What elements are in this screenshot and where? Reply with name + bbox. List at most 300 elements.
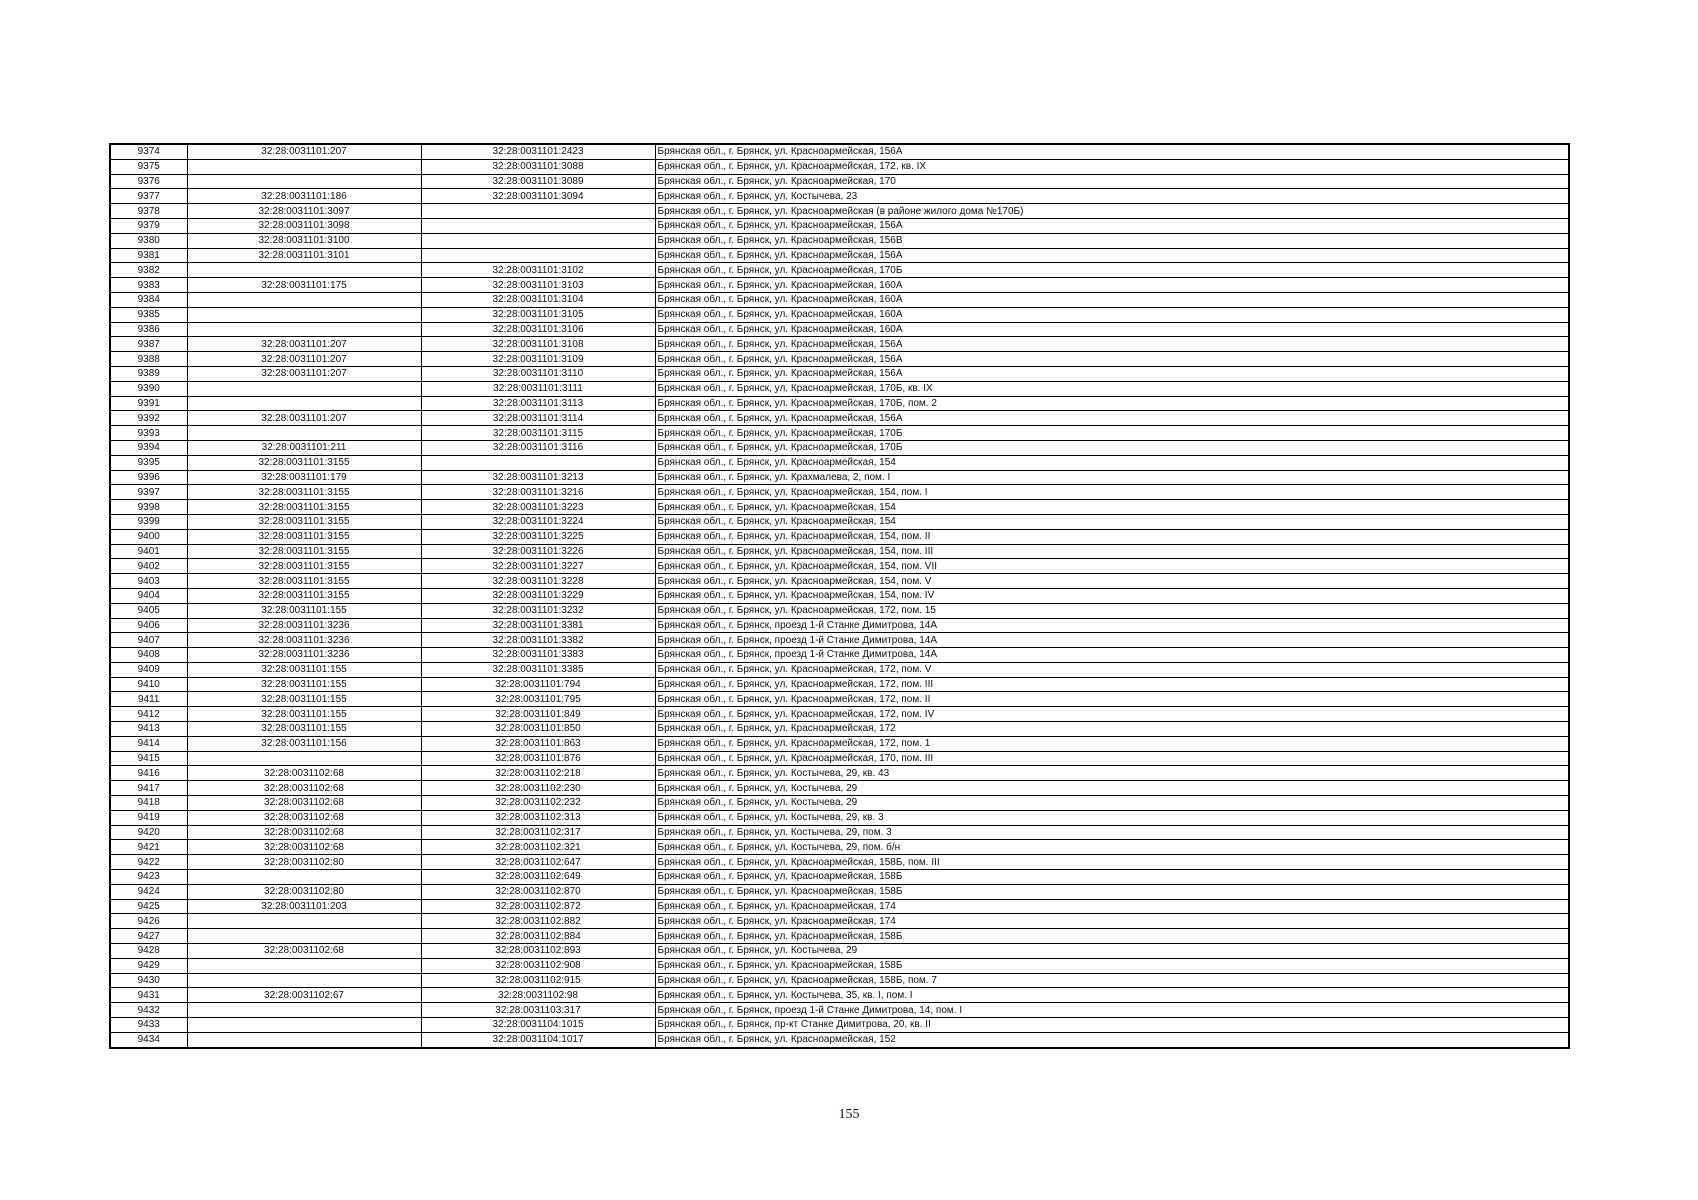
- row-number-cell: 9414: [110, 736, 187, 751]
- row-number-cell: 9431: [110, 988, 187, 1003]
- row-number-cell: 9388: [110, 352, 187, 367]
- address-cell: Брянская обл., г. Брянск, ул. Красноармейская, 170Б: [655, 263, 1569, 278]
- address-cell: Брянская обл., г. Брянск, ул. Красноармейская, 172, пом. II: [655, 692, 1569, 707]
- address-cell: Брянская обл., г. Брянск, ул. Красноармейская, 154, пом. IV: [655, 588, 1569, 603]
- row-number-cell: 9383: [110, 278, 187, 293]
- cadastral-number-cell: 32:28:0031102:313: [421, 810, 655, 825]
- cadastral-number-cell: 32:28:0031103:317: [421, 1003, 655, 1018]
- address-cell: Брянская обл., г. Брянск, ул. Красноармейская, 172, пом. 1: [655, 736, 1569, 751]
- table-row: [110, 292, 1569, 307]
- parent-cadastral-cell: 32:28:0031101:155: [187, 707, 421, 722]
- address-cell: Брянская обл., г. Брянск, ул. Костычева, 23: [655, 189, 1569, 204]
- parent-cadastral-cell: [187, 914, 421, 929]
- table-row: [110, 944, 1569, 959]
- cadastral-number-cell: 32:28:0031101:3106: [421, 322, 655, 337]
- parent-cadastral-cell: 32:28:0031101:186: [187, 189, 421, 204]
- parent-cadastral-cell: 32:28:0031102:68: [187, 944, 421, 959]
- parent-cadastral-cell: 32:28:0031101:3155: [187, 588, 421, 603]
- row-number-cell: 9402: [110, 559, 187, 574]
- table-row: [110, 322, 1569, 337]
- parent-cadastral-cell: [187, 159, 421, 174]
- table-row: [110, 233, 1569, 248]
- row-number-cell: 9426: [110, 914, 187, 929]
- table-row: [110, 751, 1569, 766]
- table-row: [110, 307, 1569, 322]
- address-cell: Брянская обл., г. Брянск, ул. Красноармейская, 170Б: [655, 426, 1569, 441]
- cadastral-number-cell: 32:28:0031101:3232: [421, 603, 655, 618]
- row-number-cell: 9384: [110, 292, 187, 307]
- address-cell: Брянская обл., г. Брянск, ул. Костычева, 29, пом. б/н: [655, 840, 1569, 855]
- address-cell: Брянская обл., г. Брянск, проезд 1-й Станке Димитрова, 14А: [655, 633, 1569, 648]
- address-cell: Брянская обл., г. Брянск, ул. Красноармейская, 158Б: [655, 870, 1569, 885]
- row-number-cell: 9424: [110, 884, 187, 899]
- parent-cadastral-cell: [187, 1003, 421, 1018]
- cadastral-number-cell: 32:28:0031102:893: [421, 944, 655, 959]
- parent-cadastral-cell: 32:28:0031101:203: [187, 899, 421, 914]
- table-row: [110, 396, 1569, 411]
- address-cell: Брянская обл., г. Брянск, ул. Красноармейская, 154, пом. II: [655, 529, 1569, 544]
- parent-cadastral-cell: 32:28:0031101:3101: [187, 248, 421, 263]
- cadastral-number-cell: 32:28:0031101:3104: [421, 292, 655, 307]
- parent-cadastral-cell: 32:28:0031101:175: [187, 278, 421, 293]
- address-cell: Брянская обл., г. Брянск, ул. Костычева, 29: [655, 781, 1569, 796]
- address-cell: Брянская обл., г. Брянск, пр-кт Станке Димитрова, 20, кв. II: [655, 1018, 1569, 1033]
- table-row: [110, 366, 1569, 381]
- address-cell: Брянская обл., г. Брянск, ул. Красноармейская, 156А: [655, 411, 1569, 426]
- address-cell: Брянская обл., г. Брянск, ул. Красноармейская, 170Б, пом. 2: [655, 396, 1569, 411]
- address-cell: Брянская обл., г. Брянск, ул. Красноармейская, 170: [655, 174, 1569, 189]
- cadastral-number-cell: [421, 218, 655, 233]
- table-row: [110, 810, 1569, 825]
- row-number-cell: 9411: [110, 692, 187, 707]
- row-number-cell: 9385: [110, 307, 187, 322]
- table-row: [110, 159, 1569, 174]
- address-cell: Брянская обл., г. Брянск, ул. Красноармейская, 156А: [655, 352, 1569, 367]
- cadastral-number-cell: [421, 248, 655, 263]
- row-number-cell: 9418: [110, 796, 187, 811]
- parent-cadastral-cell: 32:28:0031101:155: [187, 662, 421, 677]
- cadastral-number-cell: 32:28:0031101:3111: [421, 381, 655, 396]
- row-number-cell: 9412: [110, 707, 187, 722]
- row-number-cell: 9410: [110, 677, 187, 692]
- table-row: [110, 973, 1569, 988]
- address-cell: Брянская обл., г. Брянск, ул. Красноармейская, 160А: [655, 307, 1569, 322]
- parent-cadastral-cell: [187, 929, 421, 944]
- address-cell: Брянская обл., г. Брянск, ул. Красноармейская, 156А: [655, 248, 1569, 263]
- address-cell: Брянская обл., г. Брянск, ул. Красноармейская, 172, пом. V: [655, 662, 1569, 677]
- table-row: [110, 574, 1569, 589]
- parent-cadastral-cell: 32:28:0031101:211: [187, 440, 421, 455]
- parent-cadastral-cell: 32:28:0031101:155: [187, 722, 421, 737]
- cadastral-number-cell: 32:28:0031102:882: [421, 914, 655, 929]
- table-row: [110, 174, 1569, 189]
- cadastral-number-cell: 32:28:0031104:1017: [421, 1032, 655, 1047]
- table-row: [110, 840, 1569, 855]
- row-number-cell: 9422: [110, 855, 187, 870]
- row-number-cell: 9376: [110, 174, 187, 189]
- table-row: [110, 736, 1569, 751]
- parent-cadastral-cell: 32:28:0031101:3155: [187, 485, 421, 500]
- table-row: [110, 870, 1569, 885]
- address-cell: Брянская обл., г. Брянск, ул. Красноармейская, 156А: [655, 218, 1569, 233]
- parent-cadastral-cell: 32:28:0031102:67: [187, 988, 421, 1003]
- row-number-cell: 9415: [110, 751, 187, 766]
- cadastral-number-cell: [421, 204, 655, 219]
- row-number-cell: 9432: [110, 1003, 187, 1018]
- row-number-cell: 9413: [110, 722, 187, 737]
- cadastral-number-cell: 32:28:0031102:872: [421, 899, 655, 914]
- parent-cadastral-cell: [187, 426, 421, 441]
- register-table: [109, 143, 1570, 1049]
- cadastral-number-cell: 32:28:0031101:3114: [421, 411, 655, 426]
- row-number-cell: 9387: [110, 337, 187, 352]
- table-row: [110, 1018, 1569, 1033]
- row-number-cell: 9390: [110, 381, 187, 396]
- cadastral-number-cell: [421, 455, 655, 470]
- parent-cadastral-cell: [187, 263, 421, 278]
- table-row: [110, 144, 1569, 159]
- address-cell: Брянская обл., г. Брянск, ул. Красноармейская, 158Б: [655, 958, 1569, 973]
- address-cell: Брянская обл., г. Брянск, ул. Красноармейская, 172, пом. III: [655, 677, 1569, 692]
- cadastral-number-cell: 32:28:0031101:3223: [421, 500, 655, 515]
- table-row: [110, 633, 1569, 648]
- cadastral-number-cell: 32:28:0031102:98: [421, 988, 655, 1003]
- address-cell: Брянская обл., г. Брянск, ул. Красноармейская, 154: [655, 455, 1569, 470]
- parent-cadastral-cell: 32:28:0031101:155: [187, 603, 421, 618]
- row-number-cell: 9419: [110, 810, 187, 825]
- address-cell: Брянская обл., г. Брянск, ул. Красноармейская, 154, пом. V: [655, 574, 1569, 589]
- parent-cadastral-cell: 32:28:0031101:3155: [187, 455, 421, 470]
- cadastral-number-cell: 32:28:0031102:870: [421, 884, 655, 899]
- parent-cadastral-cell: 32:28:0031101:207: [187, 337, 421, 352]
- parent-cadastral-cell: [187, 870, 421, 885]
- table-row: [110, 707, 1569, 722]
- cadastral-number-cell: 32:28:0031101:3109: [421, 352, 655, 367]
- address-cell: Брянская обл., г. Брянск, проезд 1-й Станке Димитрова, 14, пом. I: [655, 1003, 1569, 1018]
- table-row: [110, 781, 1569, 796]
- row-number-cell: 9380: [110, 233, 187, 248]
- row-number-cell: 9401: [110, 544, 187, 559]
- table-row: [110, 514, 1569, 529]
- row-number-cell: 9391: [110, 396, 187, 411]
- address-cell: Брянская обл., г. Брянск, ул. Красноармейская, 154, пом. I: [655, 485, 1569, 500]
- table-row: [110, 352, 1569, 367]
- parent-cadastral-cell: 32:28:0031101:3236: [187, 633, 421, 648]
- row-number-cell: 9408: [110, 648, 187, 663]
- cadastral-number-cell: 32:28:0031101:3094: [421, 189, 655, 204]
- address-cell: Брянская обл., г. Брянск, ул. Красноармейская, 158Б, пом. 7: [655, 973, 1569, 988]
- parent-cadastral-cell: 32:28:0031101:155: [187, 677, 421, 692]
- parent-cadastral-cell: 32:28:0031101:179: [187, 470, 421, 485]
- parent-cadastral-cell: 32:28:0031102:68: [187, 825, 421, 840]
- address-cell: Брянская обл., г. Брянск, ул. Красноармейская, 170Б, кв. IX: [655, 381, 1569, 396]
- page-number: 155: [838, 1107, 860, 1122]
- table-row: [110, 485, 1569, 500]
- cadastral-number-cell: 32:28:0031102:647: [421, 855, 655, 870]
- address-cell: Брянская обл., г. Брянск, ул. Красноармейская, 170, пом. III: [655, 751, 1569, 766]
- row-number-cell: 9399: [110, 514, 187, 529]
- row-number-cell: 9386: [110, 322, 187, 337]
- table-row: [110, 722, 1569, 737]
- address-cell: Брянская обл., г. Брянск, ул. Красноармейская, 174: [655, 914, 1569, 929]
- row-number-cell: 9430: [110, 973, 187, 988]
- table-row: [110, 544, 1569, 559]
- parent-cadastral-cell: 32:28:0031101:3098: [187, 218, 421, 233]
- table-row: [110, 455, 1569, 470]
- row-number-cell: 9404: [110, 588, 187, 603]
- address-cell: Брянская обл., г. Брянск, ул. Красноармейская, 156А: [655, 337, 1569, 352]
- cadastral-number-cell: 32:28:0031101:3115: [421, 426, 655, 441]
- cadastral-number-cell: 32:28:0031101:3088: [421, 159, 655, 174]
- parent-cadastral-cell: [187, 751, 421, 766]
- cadastral-number-cell: 32:28:0031101:3382: [421, 633, 655, 648]
- cadastral-number-cell: 32:28:0031101:3385: [421, 662, 655, 677]
- parent-cadastral-cell: 32:28:0031102:68: [187, 810, 421, 825]
- row-number-cell: 9394: [110, 440, 187, 455]
- table-row: [110, 189, 1569, 204]
- address-cell: Брянская обл., г. Брянск, ул. Красноармейская, 172, кв. IX: [655, 159, 1569, 174]
- cadastral-number-cell: 32:28:0031101:3116: [421, 440, 655, 455]
- address-cell: Брянская обл., г. Брянск, ул. Костычева, 29, кв. 3: [655, 810, 1569, 825]
- table-row: [110, 1032, 1569, 1047]
- row-number-cell: 9409: [110, 662, 187, 677]
- cadastral-number-cell: [421, 233, 655, 248]
- cadastral-number-cell: 32:28:0031101:3228: [421, 574, 655, 589]
- parent-cadastral-cell: [187, 1032, 421, 1047]
- row-number-cell: 9433: [110, 1018, 187, 1033]
- table-row: [110, 218, 1569, 233]
- cadastral-number-cell: 32:28:0031102:317: [421, 825, 655, 840]
- row-number-cell: 9397: [110, 485, 187, 500]
- row-number-cell: 9417: [110, 781, 187, 796]
- address-cell: Брянская обл., г. Брянск, ул. Красноармейская, 172, пом. IV: [655, 707, 1569, 722]
- row-number-cell: 9429: [110, 958, 187, 973]
- row-number-cell: 9375: [110, 159, 187, 174]
- row-number-cell: 9420: [110, 825, 187, 840]
- table-row: [110, 440, 1569, 455]
- table-row: [110, 899, 1569, 914]
- cadastral-number-cell: 32:28:0031101:3226: [421, 544, 655, 559]
- row-number-cell: 9427: [110, 929, 187, 944]
- parent-cadastral-cell: 32:28:0031101:3155: [187, 559, 421, 574]
- row-number-cell: 9425: [110, 899, 187, 914]
- row-number-cell: 9421: [110, 840, 187, 855]
- row-number-cell: 9428: [110, 944, 187, 959]
- table-row: [110, 470, 1569, 485]
- parent-cadastral-cell: 32:28:0031101:3100: [187, 233, 421, 248]
- cadastral-number-cell: 32:28:0031101:863: [421, 736, 655, 751]
- address-cell: Брянская обл., г. Брянск, ул. Красноармейская, 156В: [655, 233, 1569, 248]
- row-number-cell: 9393: [110, 426, 187, 441]
- cadastral-number-cell: 32:28:0031101:3224: [421, 514, 655, 529]
- cadastral-number-cell: 32:28:0031101:3383: [421, 648, 655, 663]
- table-row: [110, 337, 1569, 352]
- row-number-cell: 9423: [110, 870, 187, 885]
- cadastral-number-cell: 32:28:0031102:232: [421, 796, 655, 811]
- parent-cadastral-cell: 32:28:0031102:80: [187, 855, 421, 870]
- address-cell: Брянская обл., г. Брянск, проезд 1-й Станке Димитрова, 14А: [655, 618, 1569, 633]
- parent-cadastral-cell: 32:28:0031101:3155: [187, 514, 421, 529]
- address-cell: Брянская обл., г. Брянск, ул. Красноармейская, 152: [655, 1032, 1569, 1047]
- table-row: [110, 529, 1569, 544]
- row-number-cell: 9396: [110, 470, 187, 485]
- cadastral-number-cell: 32:28:0031101:3110: [421, 366, 655, 381]
- address-cell: Брянская обл., г. Брянск, ул. Красноармейская, 158Б, пом. III: [655, 855, 1569, 870]
- cadastral-number-cell: 32:28:0031102:321: [421, 840, 655, 855]
- address-cell: Брянская обл., г. Брянск, ул. Красноармейская, 156А: [655, 366, 1569, 381]
- parent-cadastral-cell: [187, 958, 421, 973]
- table-row: [110, 204, 1569, 219]
- table-row: [110, 588, 1569, 603]
- address-cell: Брянская обл., г. Брянск, ул. Красноармейская, 160А: [655, 322, 1569, 337]
- cadastral-number-cell: 32:28:0031102:218: [421, 766, 655, 781]
- row-number-cell: 9381: [110, 248, 187, 263]
- row-number-cell: 9403: [110, 574, 187, 589]
- cadastral-number-cell: 32:28:0031102:884: [421, 929, 655, 944]
- address-cell: Брянская обл., г. Брянск, ул. Красноармейская, 154: [655, 514, 1569, 529]
- address-cell: Брянская обл., г. Брянск, ул. Крахмалева, 2, пом. I: [655, 470, 1569, 485]
- table-row: [110, 677, 1569, 692]
- parent-cadastral-cell: 32:28:0031102:68: [187, 840, 421, 855]
- parent-cadastral-cell: 32:28:0031102:68: [187, 796, 421, 811]
- table-row: [110, 426, 1569, 441]
- parent-cadastral-cell: [187, 381, 421, 396]
- parent-cadastral-cell: 32:28:0031101:3155: [187, 529, 421, 544]
- cadastral-number-cell: 32:28:0031101:3102: [421, 263, 655, 278]
- address-cell: Брянская обл., г. Брянск, ул. Костычева, 29: [655, 796, 1569, 811]
- address-cell: Брянская обл., г. Брянск, ул. Красноармейская, 154, пом. VII: [655, 559, 1569, 574]
- address-cell: Брянская обл., г. Брянск, ул. Красноармейская, 172, пом. 15: [655, 603, 1569, 618]
- row-number-cell: 9407: [110, 633, 187, 648]
- table-row: [110, 988, 1569, 1003]
- cadastral-number-cell: 32:28:0031101:3103: [421, 278, 655, 293]
- parent-cadastral-cell: [187, 396, 421, 411]
- register-table-body: [110, 144, 1569, 1048]
- cadastral-number-cell: 32:28:0031101:850: [421, 722, 655, 737]
- address-cell: Брянская обл., г. Брянск, ул. Красноармейская, 160А: [655, 278, 1569, 293]
- address-cell: Брянская обл., г. Брянск, ул. Костычева, 29, кв. 43: [655, 766, 1569, 781]
- address-cell: Брянская обл., г. Брянск, ул. Красноармейская, 170Б: [655, 440, 1569, 455]
- cadastral-number-cell: 32:28:0031101:3229: [421, 588, 655, 603]
- cadastral-number-cell: 32:28:0031101:876: [421, 751, 655, 766]
- row-number-cell: 9398: [110, 500, 187, 515]
- cadastral-number-cell: 32:28:0031101:3216: [421, 485, 655, 500]
- parent-cadastral-cell: 32:28:0031102:68: [187, 766, 421, 781]
- parent-cadastral-cell: [187, 1018, 421, 1033]
- cadastral-number-cell: 32:28:0031101:2423: [421, 144, 655, 159]
- address-cell: Брянская обл., г. Брянск, проезд 1-й Станке Димитрова, 14А: [655, 648, 1569, 663]
- address-cell: Брянская обл., г. Брянск, ул. Красноармейская, 158Б: [655, 884, 1569, 899]
- row-number-cell: 9395: [110, 455, 187, 470]
- row-number-cell: 9389: [110, 366, 187, 381]
- parent-cadastral-cell: [187, 307, 421, 322]
- cadastral-number-cell: 32:28:0031101:3381: [421, 618, 655, 633]
- address-cell: Брянская обл., г. Брянск, ул. Красноармейская (в районе жилого дома №170Б): [655, 204, 1569, 219]
- table-row: [110, 559, 1569, 574]
- row-number-cell: 9378: [110, 204, 187, 219]
- parent-cadastral-cell: [187, 973, 421, 988]
- row-number-cell: 9406: [110, 618, 187, 633]
- table-row: [110, 692, 1569, 707]
- row-number-cell: 9400: [110, 529, 187, 544]
- cadastral-number-cell: 32:28:0031101:849: [421, 707, 655, 722]
- row-number-cell: 9434: [110, 1032, 187, 1047]
- cadastral-number-cell: 32:28:0031102:908: [421, 958, 655, 973]
- parent-cadastral-cell: 32:28:0031101:207: [187, 352, 421, 367]
- parent-cadastral-cell: 32:28:0031102:80: [187, 884, 421, 899]
- cadastral-number-cell: 32:28:0031102:915: [421, 973, 655, 988]
- cadastral-number-cell: 32:28:0031102:230: [421, 781, 655, 796]
- address-cell: Брянская обл., г. Брянск, ул. Красноармейская, 174: [655, 899, 1569, 914]
- address-cell: Брянская обл., г. Брянск, ул. Красноармейская, 160А: [655, 292, 1569, 307]
- parent-cadastral-cell: [187, 292, 421, 307]
- cadastral-number-cell: 32:28:0031101:3105: [421, 307, 655, 322]
- table-row: [110, 381, 1569, 396]
- address-cell: Брянская обл., г. Брянск, ул. Костычева, 29, пом. 3: [655, 825, 1569, 840]
- cadastral-number-cell: 32:28:0031101:3108: [421, 337, 655, 352]
- table-row: [110, 500, 1569, 515]
- table-row: [110, 958, 1569, 973]
- row-number-cell: 9382: [110, 263, 187, 278]
- address-cell: Брянская обл., г. Брянск, ул. Костычева, 29: [655, 944, 1569, 959]
- address-cell: Брянская обл., г. Брянск, ул. Красноармейская, 172: [655, 722, 1569, 737]
- parent-cadastral-cell: 32:28:0031101:207: [187, 366, 421, 381]
- table-row: [110, 278, 1569, 293]
- row-number-cell: 9377: [110, 189, 187, 204]
- parent-cadastral-cell: 32:28:0031101:3097: [187, 204, 421, 219]
- address-cell: Брянская обл., г. Брянск, ул. Красноармейская, 154, пом. III: [655, 544, 1569, 559]
- cadastral-number-cell: 32:28:0031101:3213: [421, 470, 655, 485]
- parent-cadastral-cell: 32:28:0031101:155: [187, 692, 421, 707]
- parent-cadastral-cell: [187, 322, 421, 337]
- parent-cadastral-cell: 32:28:0031101:3155: [187, 574, 421, 589]
- table-row: [110, 914, 1569, 929]
- address-cell: Брянская обл., г. Брянск, ул. Костычева, 35, кв. I, пом. I: [655, 988, 1569, 1003]
- table-row: [110, 411, 1569, 426]
- table-row: [110, 929, 1569, 944]
- table-row: [110, 263, 1569, 278]
- row-number-cell: 9405: [110, 603, 187, 618]
- parent-cadastral-cell: 32:28:0031101:3236: [187, 648, 421, 663]
- cadastral-number-cell: 32:28:0031101:3089: [421, 174, 655, 189]
- parent-cadastral-cell: 32:28:0031102:68: [187, 781, 421, 796]
- table-row: [110, 825, 1569, 840]
- table-row: [110, 855, 1569, 870]
- parent-cadastral-cell: [187, 174, 421, 189]
- table-row: [110, 796, 1569, 811]
- parent-cadastral-cell: 32:28:0031101:207: [187, 144, 421, 159]
- address-cell: Брянская обл., г. Брянск, ул. Красноармейская, 156А: [655, 144, 1569, 159]
- row-number-cell: 9416: [110, 766, 187, 781]
- row-number-cell: 9392: [110, 411, 187, 426]
- parent-cadastral-cell: 32:28:0031101:3236: [187, 618, 421, 633]
- cadastral-number-cell: 32:28:0031101:3227: [421, 559, 655, 574]
- row-number-cell: 9379: [110, 218, 187, 233]
- table-row: [110, 1003, 1569, 1018]
- table-row: [110, 766, 1569, 781]
- parent-cadastral-cell: 32:28:0031101:3155: [187, 544, 421, 559]
- parent-cadastral-cell: 32:28:0031101:207: [187, 411, 421, 426]
- cadastral-number-cell: 32:28:0031101:3113: [421, 396, 655, 411]
- row-number-cell: 9374: [110, 144, 187, 159]
- cadastral-number-cell: 32:28:0031104:1015: [421, 1018, 655, 1033]
- parent-cadastral-cell: 32:28:0031101:156: [187, 736, 421, 751]
- cadastral-number-cell: 32:28:0031101:795: [421, 692, 655, 707]
- cadastral-number-cell: 32:28:0031101:794: [421, 677, 655, 692]
- cadastral-number-cell: 32:28:0031102:649: [421, 870, 655, 885]
- table-row: [110, 618, 1569, 633]
- table-row: [110, 662, 1569, 677]
